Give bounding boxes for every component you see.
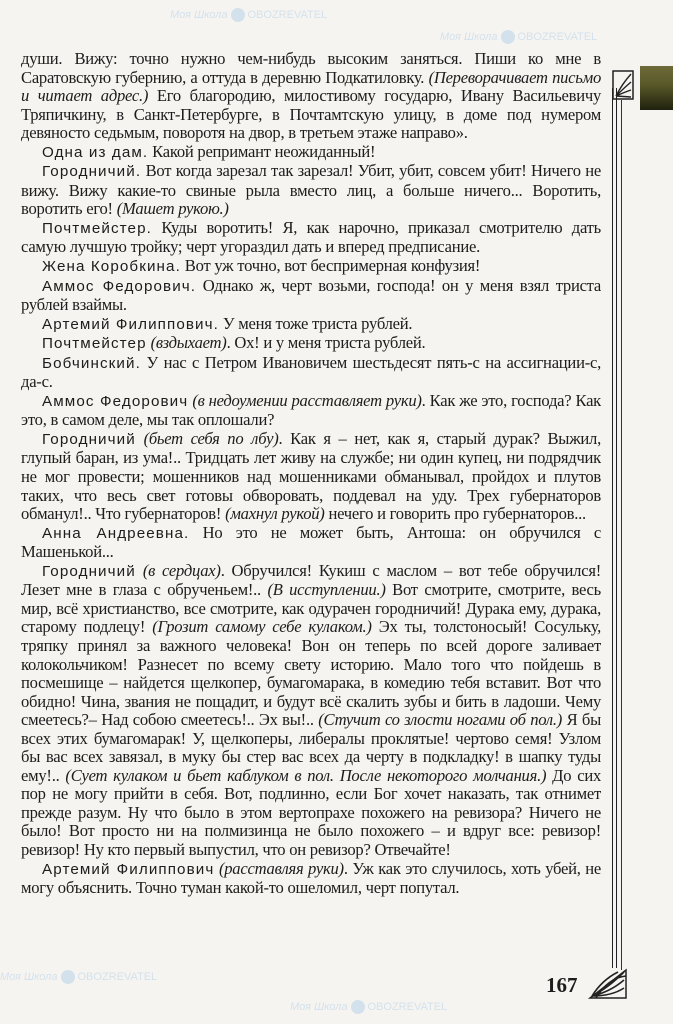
dialogue-paragraph — [21, 257, 601, 277]
margin-rule — [612, 88, 617, 968]
page-number: 167 — [546, 973, 578, 997]
speech-text — [136, 429, 144, 448]
watermark — [290, 1000, 447, 1014]
speech-text: . Обручился! Кукиш с маслом – вот тебе обручился! Лезет мне в глаза с обрученьем!.. — [21, 560, 601, 600]
dialogue-paragraph — [21, 430, 601, 524]
stage-direction: (Переворачивает письмо и читает адрес.) — [21, 67, 601, 106]
speech-text — [136, 561, 143, 580]
speaker-name: Городничий — [42, 430, 136, 448]
speech-text: Эх ты, толстоносый! Сосульку, тряпку принял за важного человека! Вон он теперь по всей дороге заливает колокольчиком! Разнесет по всему свету историю. Мало того что пойдешь в посмешище – найдется щелкопер, бумагомарака, в комедию тебя вставит. Вот что обидно! Чина, звания не пощадит, и будут всё скалить зубы и бить в ладоши. Чему смеетесь?– Над собою смеетесь!.. Эх вы!.. — [21, 617, 601, 730]
dialogue-paragraph — [21, 277, 601, 315]
watermark-brand: OBOZREVATEL — [367, 1000, 448, 1013]
speaker-name: Городничий. — [42, 163, 142, 181]
speaker-name: Бобчинский. — [42, 354, 141, 372]
speech-text: Куды воротить! Я, как нарочно, приказал смотрителю дать самую лучшую тройку; черт угораздил дать и вперед предписание. — [21, 217, 601, 257]
speech-text: . Ох! и у меня триста рублей. — [226, 333, 426, 353]
dialogue-paragraph — [21, 162, 601, 219]
dialogue-paragraph — [21, 219, 601, 257]
speech-text: До сих пор не могу прийти в себя. Вот, подлинно, если Бог хочет наказать, так отнимет прежде разум. Ну что было в этом вертопрахе похожего на ревизора? Ничего не было! Вот просто ни на полмизинца не было похожего – и вдруг все: ревизор! ревизор! Ну кто первый выпустил, что он ревизор? Отвечайте! — [21, 765, 602, 859]
speaker-name: Городничий — [42, 562, 136, 580]
speech-text: Его благородию, милостивому государю, Ивану Васильевичу Тряпичкину, в Санкт-Петербурге, в Почтамтскую улицу, в доме под нумером девяносто седьмым, поворотя на двор, в третьем этаже направо». — [21, 86, 601, 143]
watermark-school: Моя Школа — [290, 1000, 348, 1013]
watermark-brand: OBOZREVATEL — [77, 970, 158, 983]
speaker-name: Артемий Филиппович. — [42, 315, 219, 333]
speaker-name: Одна из дам. — [42, 143, 149, 161]
speech-text: нечего и говорить про губернаторов... — [324, 504, 586, 524]
stage-direction: (В исступлении.) — [267, 580, 386, 600]
watermark-school: Моя Школа — [170, 8, 228, 21]
stage-direction: (Машет рукою.) — [116, 199, 229, 219]
speech-text: . Уж как это случилось, хоть убей, не могу объяснить. Точно туман какой-то ошеломил, черт попутал. — [21, 858, 602, 898]
stage-direction: (в сердцах) — [142, 560, 221, 580]
watermark — [440, 30, 597, 44]
speaker-name: Жена Коробкина. — [42, 258, 181, 276]
speaker-name: Артемий Филиппович — [42, 860, 215, 878]
margin-photo-thumbnail — [640, 66, 673, 110]
watermark-school: Моя Школа — [0, 970, 58, 983]
watermark — [0, 970, 157, 984]
speaker-name: Аммос Федорович — [42, 392, 189, 410]
speech-text: Какой репримант неожиданный! — [148, 141, 376, 161]
stage-direction: (в недоумении расставляет руки) — [192, 390, 422, 410]
stage-direction: (Стучит со злости ногами об пол.) — [318, 710, 563, 730]
speaker-name: Анна Андреевна. — [42, 524, 190, 542]
watermark-brand: OBOZREVATEL — [247, 8, 328, 21]
stage-direction: (Грозит самому себе кулаком.) — [152, 617, 372, 637]
stage-direction: (расставляя руки) — [218, 858, 344, 878]
speech-text: . Как я – нет, как я, старый дурак? Выжил, глупый баран, из ума!.. Тридцать лет живу на службе; ни один купец, ни подрядчик не мог провести; мошенников над мошенниками обманывал, пройдох и плутов таких, что весь свет готовы обворовать, поддевал на уду. Трех губернаторов обманул!.. Что губернаторов! — [21, 428, 601, 524]
speech-text: Я бы всех этих бумагомарак! У, щелкоперы, либералы проклятые! чертово семя! Узлом бы вас всех завязал, в муку бы стер вас всех да черту в подкладку! в шапку туды ему!.. — [21, 710, 601, 785]
stage-direction: (вздыхает) — [150, 333, 227, 353]
page-body-text — [21, 50, 601, 898]
speech-text: Но это не может быть, Антоша: он обручился с Машенькой... — [21, 522, 601, 562]
speech-text: души. Вижу: точно нужно чем-нибудь высоким заняться. Пиши ко мне в Саратовскую губернию, а оттуда в деревню Подкатиловку. — [21, 49, 601, 87]
speech-text: Однако ж, черт возьми, господа! он у меня взял триста рублей взаймы. — [21, 275, 602, 315]
speaker-name: Почтмейстер. — [42, 219, 152, 237]
speaker-name: Почтмейстер — [42, 335, 147, 353]
ornament-bottom-icon — [588, 968, 628, 1000]
margin-rule-thin — [621, 100, 622, 970]
dialogue-paragraph — [21, 860, 601, 898]
speech-text: У меня тоже триста рублей. — [218, 313, 413, 333]
dialogue-paragraph — [21, 50, 601, 143]
stage-direction: (бьет себя по лбу) — [143, 428, 279, 448]
watermark-school: Моя Школа — [440, 30, 498, 43]
dialogue-paragraph — [21, 315, 601, 335]
dialogue-paragraph — [21, 143, 601, 163]
stage-direction: (махнул рукой) — [225, 504, 325, 524]
dialogue-paragraph — [21, 334, 601, 354]
speech-text: Вот уж точно, вот беспримерная конфузия! — [180, 256, 481, 276]
stage-direction: (Сует кулаком и бьет каблуком в пол. После некоторого молчания.) — [65, 765, 547, 785]
watermark — [170, 8, 327, 22]
dialogue-paragraph — [21, 392, 601, 430]
speech-text: Вот смотрите, смотрите, весь мир, всё христианство, все смотрите, как одурачен городничий! Дурака ему, дурака, старому подлецу! — [21, 580, 601, 637]
dialogue-paragraph — [21, 562, 601, 860]
dialogue-paragraph — [21, 354, 601, 392]
dialogue-paragraph — [21, 524, 601, 562]
speech-text: . Как же это, господа? Как это, в самом деле, мы так оплошали? — [21, 390, 601, 430]
speaker-name: Аммос Федорович. — [42, 277, 197, 295]
speech-text: Вот когда зарезал так зарезал! Убит, убит, совсем убит! Ничего не вижу. Вижу какие-то свиные рыла вместо лиц, а больше ничего... Воротить, воротить его! — [21, 161, 601, 219]
speech-text: У нас с Петром Ивановичем шестьдесят пять-с на ассигнации-с, да-с. — [21, 352, 601, 392]
watermark-brand: OBOZREVATEL — [517, 30, 598, 43]
